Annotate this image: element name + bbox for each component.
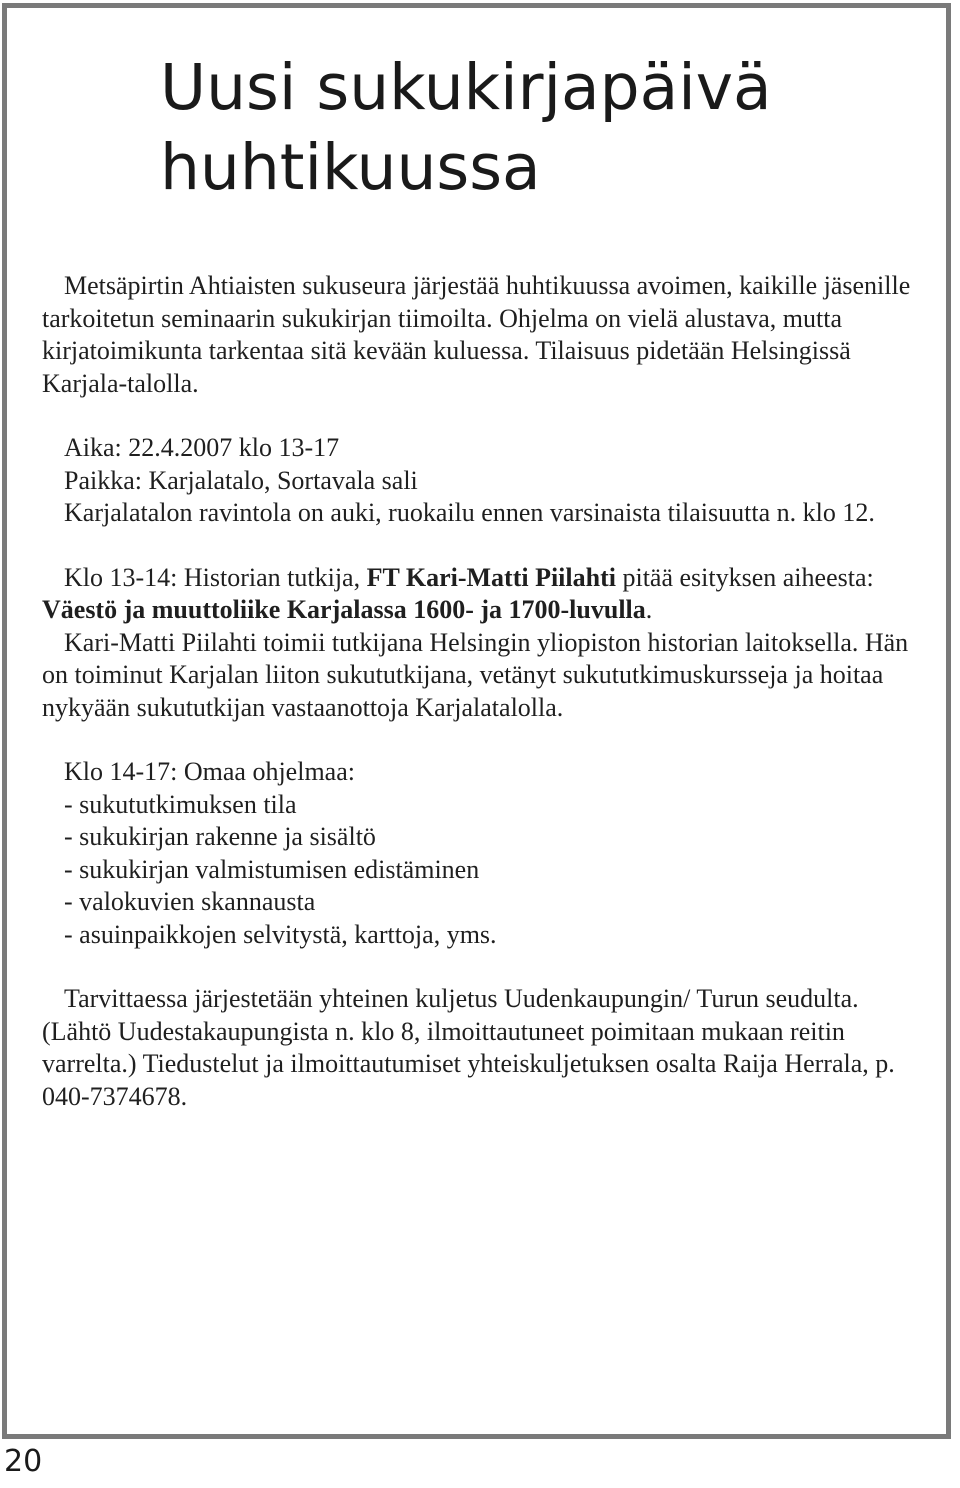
program-item: - sukukirjan rakenne ja sisältö	[64, 822, 376, 851]
speaker-name: FT Kari-Matti Piilahti	[366, 562, 616, 592]
event-place: Paikka: Karjalatalo, Sortavala sali	[64, 465, 418, 495]
talk-topic: Väestö ja muuttoliike Karjalassa 1600- ja 1700-luvulla	[42, 595, 646, 624]
intro-paragraph: Metsäpirtin Ahtiaisten sukuseura järjestää huhtikuussa avoimen, kaikille jäsenille tarkoitetun seminaarin sukukirjan tiimoilta. Ohjelma on vielä alustava, mutta kirjatoimikunta tarkentaa sitä kevään kuluessa. Tilaisuus pidetään Helsingissä Karjala-talolla.	[42, 271, 911, 398]
session1-middle: pitää esityksen aiheesta:	[615, 562, 874, 592]
event-time: Aika: 22.4.2007 klo 13-17	[64, 433, 340, 462]
program-item: - valokuvien skannausta	[64, 887, 316, 916]
program-item: - sukukirjan valmistumisen edistäminen	[64, 854, 480, 884]
title-line-1: Uusi sukukirjapäivä	[160, 51, 772, 124]
restaurant-note: Karjalatalon ravintola on auki, ruokailu ennen varsinaista tilaisuutta n. klo 12.	[64, 498, 875, 527]
session1-prefix: Klo 13-14: Historian tutkija,	[64, 562, 367, 592]
session1-suffix: .	[645, 595, 653, 624]
program-item: - asuinpaikkojen selvitystä, karttoja, yms.	[64, 919, 497, 949]
page-number: 20	[4, 1444, 43, 1479]
transport-paragraph: Tarvittaessa järjestetään yhteinen kuljetus Uudenkaupungin/ Turun seudulta. (Lähtö Uudestakaupungista n. klo 8, ilmoittautuneet poimitaan mukaan reitin varrelta.) Tiedustelut ja ilmoittautumiset yhteiskuljetuksen osalta Raija Herrala, p. 040-7374678.	[42, 984, 895, 1111]
session2-heading: Klo 14-17: Omaa ohjelmaa:	[64, 757, 355, 786]
article-title	[160, 48, 920, 208]
program-item: - sukututkimuksen tila	[64, 789, 297, 819]
title-line-2: huhtikuussa	[160, 131, 541, 204]
article-body	[42, 270, 922, 1113]
session1-paragraph	[42, 562, 922, 627]
speaker-bio: Kari-Matti Piilahti toimii tutkijana Helsingin yliopiston historian laitoksella. Hän on toiminut Karjalan liiton sukututkijana, vetänyt sukututkimuskursseja ja hoitaa nykyään sukututkijan vastaanottoja Karjalatalolla.	[42, 627, 909, 722]
